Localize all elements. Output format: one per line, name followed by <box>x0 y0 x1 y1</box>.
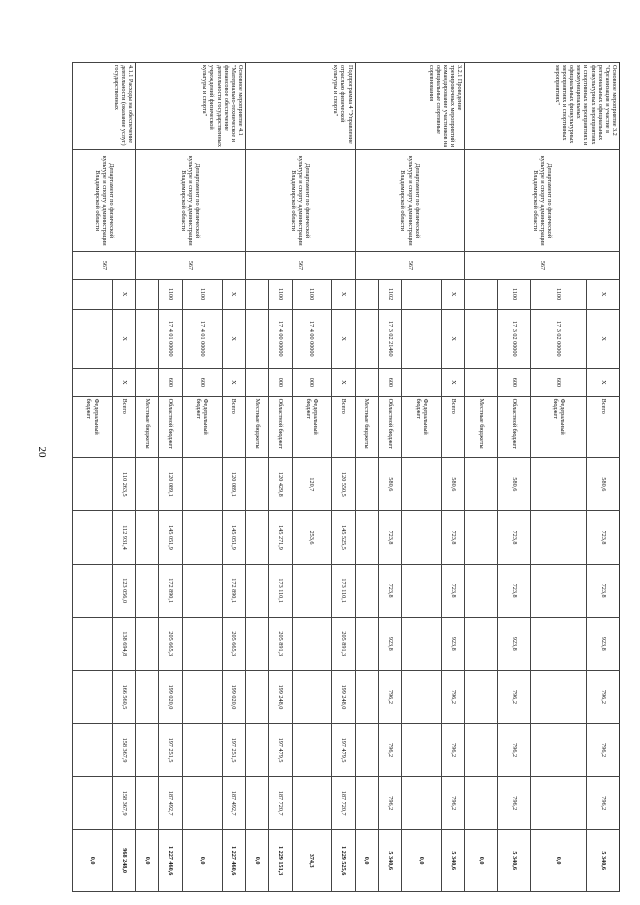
year-value-cell <box>355 511 378 564</box>
csr-code-cell <box>136 309 159 369</box>
measure-name-cell: 4.1.1 Расходы на обеспечение деятельности (оказание услуг) государственных <box>73 63 136 150</box>
csr-code-cell: 17 4 01 00000 <box>159 309 182 369</box>
year-value-cell <box>465 670 498 723</box>
total-value-cell: 0,0 <box>73 830 113 892</box>
year-value-cell <box>136 724 159 777</box>
page-number: 20 <box>36 446 48 458</box>
year-value-cell <box>136 777 159 830</box>
year-value-cell <box>245 458 268 511</box>
csr-code-cell: X <box>112 309 135 369</box>
year-value-cell: 796,2 <box>498 724 531 777</box>
executor-cell: Департамент по физической культуре и спорту администрации Владимирской области <box>136 150 246 252</box>
year-value-cell <box>136 564 159 617</box>
funding-source-cell: Федеральный бюджет <box>73 396 113 458</box>
measure-name-cell: Основное мероприятие 3.2 "Организация и участие в региональных официальных физкультурных мероприятиях и спортивных мероприятиях и межмуниципальных официальных физкультурных мероприятиях и спортивных мероприятиях" <box>465 63 620 150</box>
year-value-cell: 923,8 <box>498 617 531 670</box>
table-row <box>222 63 245 892</box>
csr-code-cell: 17 3 02 00000 <box>531 309 587 369</box>
year-value-cell <box>465 777 498 830</box>
year-value-cell <box>402 617 442 670</box>
year-value-cell <box>245 564 268 617</box>
total-value-cell: 5 340,6 <box>587 830 620 892</box>
year-value-cell: 723,8 <box>587 564 620 617</box>
rzpr-code-cell <box>136 279 159 309</box>
year-value-cell: 199 020,0 <box>159 670 182 723</box>
year-value-cell <box>245 617 268 670</box>
executor-cell: Департамент по физической культуре и спорту администрации Владимирской области <box>465 150 620 252</box>
rzpr-code-cell: 1100 <box>182 279 222 309</box>
year-value-cell: 580,6 <box>498 458 531 511</box>
funding-source-cell: Федеральный бюджет <box>531 396 587 458</box>
total-value-cell: 1 229 151,3 <box>269 830 292 892</box>
year-value-cell <box>292 564 332 617</box>
vr-code-cell: 000 <box>292 369 332 397</box>
year-value-cell <box>465 564 498 617</box>
year-value-cell: 187 492,7 <box>159 777 182 830</box>
csr-code-cell <box>73 309 113 369</box>
vr-code-cell: X <box>442 369 465 397</box>
year-value-cell: 145 051,9 <box>159 511 182 564</box>
total-value-cell: 374,3 <box>292 830 332 892</box>
year-value-cell <box>465 458 498 511</box>
year-value-cell <box>355 564 378 617</box>
grbs-code-cell: 567 <box>245 252 355 280</box>
year-value-cell: 796,2 <box>442 670 465 723</box>
year-value-cell: 796,2 <box>378 777 401 830</box>
year-value-cell: 796,2 <box>442 777 465 830</box>
total-value-cell: 0,0 <box>402 830 442 892</box>
vr-code-cell: 600 <box>531 369 587 397</box>
year-value-cell: 145 271,9 <box>269 511 292 564</box>
funding-source-cell: Местные бюджеты <box>136 396 159 458</box>
year-value-cell: 145 051,9 <box>222 511 245 564</box>
total-value-cell: 968 248,0 <box>112 830 135 892</box>
executor-cell: Департамент по физической культуре и спорту администрации Владимирской области <box>245 150 355 252</box>
vr-code-cell <box>136 369 159 397</box>
year-value-cell: 120 429,8 <box>269 458 292 511</box>
year-value-cell: 723,8 <box>378 511 401 564</box>
year-value-cell: 172 890,1 <box>222 564 245 617</box>
csr-code-cell <box>355 309 378 369</box>
funding-source-cell: Всего <box>587 396 620 458</box>
total-value-cell: 1 229 525,6 <box>332 830 355 892</box>
funding-source-cell: Областной бюджет <box>159 396 182 458</box>
year-value-cell <box>531 777 587 830</box>
year-value-cell: 172 890,1 <box>159 564 182 617</box>
csr-code-cell: 17 3 02 00000 <box>498 309 531 369</box>
rzpr-code-cell <box>465 279 498 309</box>
year-value-cell <box>355 617 378 670</box>
year-value-cell: 187 492,7 <box>222 777 245 830</box>
year-value-cell <box>292 670 332 723</box>
year-value-cell: 923,8 <box>378 617 401 670</box>
grbs-code-cell: 567 <box>465 252 620 280</box>
year-value-cell <box>73 511 113 564</box>
grbs-code-cell: 567 <box>73 252 136 280</box>
measure-name-cell: 3.2.1 Проведение тренировочных мероприятий и командирование участников на официальные спортивные соревнования <box>355 63 465 150</box>
year-value-cell: 723,8 <box>498 564 531 617</box>
year-value-cell: 580,6 <box>587 458 620 511</box>
funding-source-cell: Федеральный бюджет <box>182 396 222 458</box>
year-value-cell: 723,8 <box>587 511 620 564</box>
csr-code-cell <box>245 309 268 369</box>
year-value-cell <box>245 777 268 830</box>
year-value-cell <box>182 617 222 670</box>
rzpr-code-cell: X <box>222 279 245 309</box>
funding-source-cell: Федеральный бюджет <box>292 396 332 458</box>
year-value-cell <box>355 724 378 777</box>
funding-source-cell: Местные бюджеты <box>355 396 378 458</box>
year-value-cell <box>355 777 378 830</box>
year-value-cell <box>73 724 113 777</box>
year-value-cell: 205 665,3 <box>159 617 182 670</box>
year-value-cell <box>182 670 222 723</box>
year-value-cell <box>136 670 159 723</box>
funding-source-cell: Всего <box>112 396 135 458</box>
year-value-cell <box>465 724 498 777</box>
year-value-cell: 197 479,5 <box>269 724 292 777</box>
total-value-cell: 0,0 <box>182 830 222 892</box>
year-value-cell: 796,2 <box>498 670 531 723</box>
funding-source-cell: Всего <box>442 396 465 458</box>
year-value-cell <box>531 564 587 617</box>
year-value-cell: 796,2 <box>378 724 401 777</box>
year-value-cell: 120 550,5 <box>332 458 355 511</box>
funding-source-cell: Федеральный бюджет <box>402 396 442 458</box>
year-value-cell <box>402 724 442 777</box>
year-value-cell: 173 110,1 <box>332 564 355 617</box>
table-row <box>442 63 465 892</box>
rzpr-code-cell: 1102 <box>378 279 401 309</box>
rzpr-code-cell: X <box>112 279 135 309</box>
year-value-cell: 197 251,5 <box>159 724 182 777</box>
year-value-cell: 120,7 <box>292 458 332 511</box>
year-value-cell <box>402 564 442 617</box>
year-value-cell <box>355 670 378 723</box>
year-value-cell <box>465 511 498 564</box>
csr-code-cell: 17 4 00 00000 <box>292 309 332 369</box>
year-value-cell <box>73 458 113 511</box>
year-value-cell: 796,2 <box>498 777 531 830</box>
year-value-cell: 158 367,9 <box>112 724 135 777</box>
year-value-cell: 796,2 <box>587 724 620 777</box>
grbs-code-cell: 567 <box>355 252 465 280</box>
year-value-cell: 112 931,4 <box>112 511 135 564</box>
year-value-cell <box>136 617 159 670</box>
csr-code-cell: X <box>442 309 465 369</box>
year-value-cell <box>465 617 498 670</box>
table-row <box>332 63 355 892</box>
year-value-cell <box>182 564 222 617</box>
year-value-cell: 796,2 <box>587 670 620 723</box>
year-value-cell: 253,6 <box>292 511 332 564</box>
rzpr-code-cell: 1100 <box>531 279 587 309</box>
vr-code-cell: 600 <box>498 369 531 397</box>
vr-code-cell: X <box>587 369 620 397</box>
year-value-cell <box>531 670 587 723</box>
rzpr-code-cell: 1100 <box>269 279 292 309</box>
year-value-cell <box>73 617 113 670</box>
rzpr-code-cell: 1100 <box>159 279 182 309</box>
year-value-cell <box>245 724 268 777</box>
funding-source-cell: Областной бюджет <box>269 396 292 458</box>
rzpr-code-cell <box>245 279 268 309</box>
year-value-cell: 723,8 <box>442 564 465 617</box>
year-value-cell: 796,2 <box>442 724 465 777</box>
year-value-cell: 205 891,3 <box>332 617 355 670</box>
year-value-cell: 187 720,7 <box>332 777 355 830</box>
year-value-cell: 158 367,9 <box>112 777 135 830</box>
vr-code-cell: 000 <box>269 369 292 397</box>
year-value-cell <box>73 777 113 830</box>
grbs-code-cell: 567 <box>136 252 246 280</box>
year-value-cell <box>136 458 159 511</box>
year-value-cell <box>292 777 332 830</box>
year-value-cell <box>355 458 378 511</box>
total-value-cell: 0,0 <box>465 830 498 892</box>
year-value-cell <box>182 458 222 511</box>
rzpr-code-cell: 1100 <box>292 279 332 309</box>
year-value-cell: 796,2 <box>587 777 620 830</box>
rotated-table-container <box>72 62 620 892</box>
year-value-cell <box>531 458 587 511</box>
year-value-cell: 199 248,0 <box>332 670 355 723</box>
csr-code-cell: 17 3 02 21460 <box>378 309 401 369</box>
measure-name-cell: Подпрограмма 4 "Управление отраслью физической культуры и спорта" <box>245 63 355 150</box>
year-value-cell: 173 110,1 <box>269 564 292 617</box>
year-value-cell <box>402 511 442 564</box>
year-value-cell <box>245 511 268 564</box>
year-value-cell <box>531 617 587 670</box>
year-value-cell: 187 720,7 <box>269 777 292 830</box>
total-value-cell: 5 340,6 <box>442 830 465 892</box>
year-value-cell: 197 251,5 <box>222 724 245 777</box>
year-value-cell: 796,2 <box>378 670 401 723</box>
year-value-cell <box>531 724 587 777</box>
rzpr-code-cell <box>402 279 442 309</box>
funding-source-cell: Всего <box>222 396 245 458</box>
csr-code-cell: 17 4 01 00000 <box>182 309 222 369</box>
csr-code-cell: 17 4 00 00000 <box>269 309 292 369</box>
vr-code-cell <box>245 369 268 397</box>
vr-code-cell <box>73 369 113 397</box>
csr-code-cell <box>465 309 498 369</box>
vr-code-cell: X <box>222 369 245 397</box>
executor-cell: Департамент по физической культуре и спорту администрации Владимирской области <box>73 150 136 252</box>
year-value-cell: 923,8 <box>587 617 620 670</box>
year-value-cell: 580,6 <box>378 458 401 511</box>
total-value-cell: 5 340,6 <box>378 830 401 892</box>
year-value-cell: 120 089,1 <box>159 458 182 511</box>
year-value-cell: 205 665,3 <box>222 617 245 670</box>
total-value-cell: 0,0 <box>245 830 268 892</box>
rzpr-code-cell: 1100 <box>498 279 531 309</box>
vr-code-cell: 600 <box>182 369 222 397</box>
funding-source-cell: Всего <box>332 396 355 458</box>
year-value-cell <box>531 511 587 564</box>
total-value-cell: 0,0 <box>531 830 587 892</box>
table-row <box>587 63 620 892</box>
year-value-cell <box>182 511 222 564</box>
year-value-cell <box>245 670 268 723</box>
year-value-cell <box>402 458 442 511</box>
year-value-cell <box>73 670 113 723</box>
year-value-cell: 145 525,5 <box>332 511 355 564</box>
year-value-cell: 199 020,0 <box>222 670 245 723</box>
year-value-cell <box>402 777 442 830</box>
year-value-cell <box>73 564 113 617</box>
year-value-cell: 120 089,1 <box>222 458 245 511</box>
year-value-cell: 723,8 <box>378 564 401 617</box>
executor-cell: Департамент по физической культуре и спорту администрации Владимирской области <box>355 150 465 252</box>
year-value-cell <box>182 777 222 830</box>
vr-code-cell <box>465 369 498 397</box>
csr-code-cell: X <box>332 309 355 369</box>
total-value-cell: 1 227 460,6 <box>159 830 182 892</box>
year-value-cell: 123 056,0 <box>112 564 135 617</box>
vr-code-cell: 600 <box>159 369 182 397</box>
rzpr-code-cell <box>73 279 113 309</box>
year-value-cell: 723,8 <box>442 511 465 564</box>
funding-source-cell: Областной бюджет <box>498 396 531 458</box>
vr-code-cell <box>355 369 378 397</box>
rzpr-code-cell: X <box>332 279 355 309</box>
year-value-cell: 199 248,0 <box>269 670 292 723</box>
total-value-cell: 0,0 <box>355 830 378 892</box>
vr-code-cell: X <box>332 369 355 397</box>
csr-code-cell: X <box>587 309 620 369</box>
year-value-cell <box>292 724 332 777</box>
year-value-cell <box>182 724 222 777</box>
funding-source-cell: Местные бюджеты <box>245 396 268 458</box>
year-value-cell: 166 560,5 <box>112 670 135 723</box>
vr-code-cell: 600 <box>378 369 401 397</box>
year-value-cell: 197 479,5 <box>332 724 355 777</box>
funding-source-cell: Местные бюджеты <box>465 396 498 458</box>
vr-code-cell: X <box>112 369 135 397</box>
funding-source-cell: Областной бюджет <box>378 396 401 458</box>
year-value-cell: 923,8 <box>442 617 465 670</box>
rzpr-code-cell: X <box>442 279 465 309</box>
year-value-cell: 723,8 <box>498 511 531 564</box>
year-value-cell <box>136 511 159 564</box>
rzpr-code-cell: X <box>587 279 620 309</box>
table-row <box>112 63 135 892</box>
csr-code-cell: X <box>222 309 245 369</box>
total-value-cell: 5 340,6 <box>498 830 531 892</box>
year-value-cell: 138 694,8 <box>112 617 135 670</box>
budget-table <box>72 62 620 892</box>
vr-code-cell <box>402 369 442 397</box>
total-value-cell: 1 227 460,6 <box>222 830 245 892</box>
year-value-cell <box>292 617 332 670</box>
year-value-cell: 110 263,5 <box>112 458 135 511</box>
total-value-cell: 0,0 <box>136 830 159 892</box>
year-value-cell: 205 891,3 <box>269 617 292 670</box>
csr-code-cell <box>402 309 442 369</box>
year-value-cell <box>402 670 442 723</box>
measure-name-cell: Основное мероприятие 4.1 "Материально-техническое и финансовое обеспечение деятельности государственных учреждений физической культуры и спорта" <box>136 63 246 150</box>
rzpr-code-cell <box>355 279 378 309</box>
year-value-cell: 580,6 <box>442 458 465 511</box>
